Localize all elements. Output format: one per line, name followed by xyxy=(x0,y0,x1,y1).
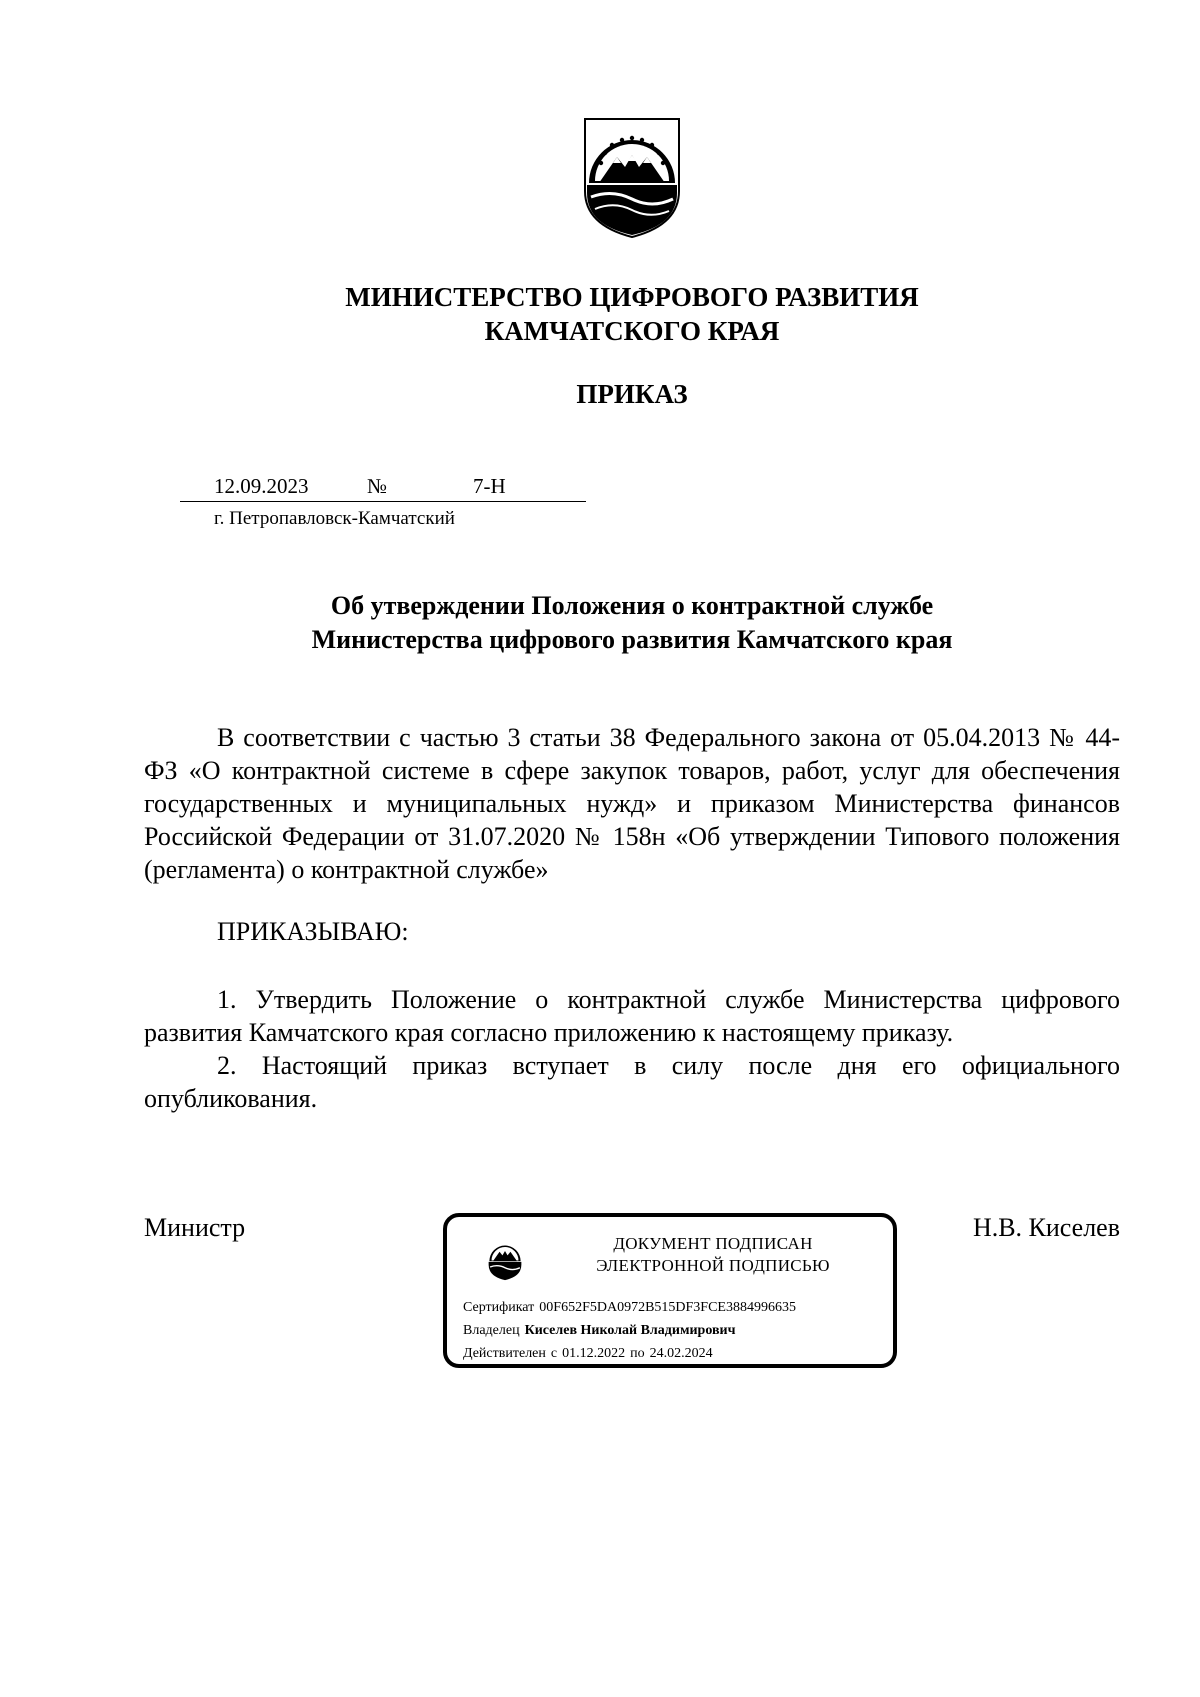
order-subject xyxy=(0,589,1200,657)
order-subject-line2: Министерства цифрового развития Камчатского края xyxy=(311,625,953,654)
signer-role: Министр xyxy=(144,1213,246,1242)
validity-to: 24.02.2024 xyxy=(649,1346,713,1361)
stamp-title-line2: ЭЛЕКТРОННОЙ ПОДПИСЬЮ xyxy=(596,1256,830,1275)
stamp-title xyxy=(543,1233,883,1277)
signer-name: Н.В. Киселев xyxy=(972,1213,1120,1242)
validity-from: 01.12.2022 xyxy=(562,1346,626,1361)
owner-label: Владелец xyxy=(463,1323,520,1338)
validity-to-prefix: по xyxy=(630,1346,645,1361)
kamchatka-coat-of-arms-icon xyxy=(577,113,687,241)
preamble-paragraph: В соответствии с частью 3 статьи 38 Федерального закона от 05.04.2013 № 44-ФЗ «О контрактной системе в сфере закупок товаров, работ, услуг для обеспечения государственных и муниципальных нужд» и приказом Министерства финансов Российской Федерации от 31.07.2020 № 158н «Об утверждении Типового положения (регламента) о контрактной службе» xyxy=(144,723,1120,884)
ministry-name xyxy=(0,280,1200,348)
certificate-label: Сертификат xyxy=(463,1300,535,1315)
owner-value: Киселев Николай Владимирович xyxy=(524,1323,736,1338)
validity-label: Действителен xyxy=(463,1346,546,1361)
stamp-certificate xyxy=(463,1299,796,1317)
kamchatka-coat-of-arms-icon xyxy=(485,1235,525,1283)
stamp-title-line1: ДОКУМЕНТ ПОДПИСАН xyxy=(613,1234,813,1253)
certificate-value: 00F652F5DA0972B515DF3FCE3884996635 xyxy=(539,1300,796,1315)
ministry-name-line1: МИНИСТЕРСТВО ЦИФРОВОГО РАЗВИТИЯ xyxy=(345,282,919,312)
order-word: ПРИКАЗЫВАЮ: xyxy=(217,917,409,946)
order-item-1: 1. Утвердить Положение о контрактной службе Министерства цифрового развития Камчатского края согласно приложению к настоящему приказу. xyxy=(144,985,1120,1047)
issue-city: г. Петропавловск-Камчатский xyxy=(214,508,455,529)
order-subject-line1: Об утверждении Положения о контрактной службе xyxy=(330,591,934,620)
order-item-2: 2. Настоящий приказ вступает в силу после дня его официального опубликования. xyxy=(144,1051,1120,1113)
number-sign: № xyxy=(367,474,388,498)
stamp-validity xyxy=(463,1345,713,1363)
document-type: ПРИКАЗ xyxy=(576,379,688,409)
ministry-name-line2: КАМЧАТСКОГО КРАЯ xyxy=(484,316,780,346)
stamp-owner xyxy=(463,1322,736,1340)
order-date: 12.09.2023 xyxy=(214,474,309,498)
order-number: 7-Н xyxy=(473,474,506,498)
validity-from-prefix: с xyxy=(550,1346,558,1361)
electronic-signature-stamp xyxy=(443,1213,897,1368)
registration-line xyxy=(180,471,586,502)
